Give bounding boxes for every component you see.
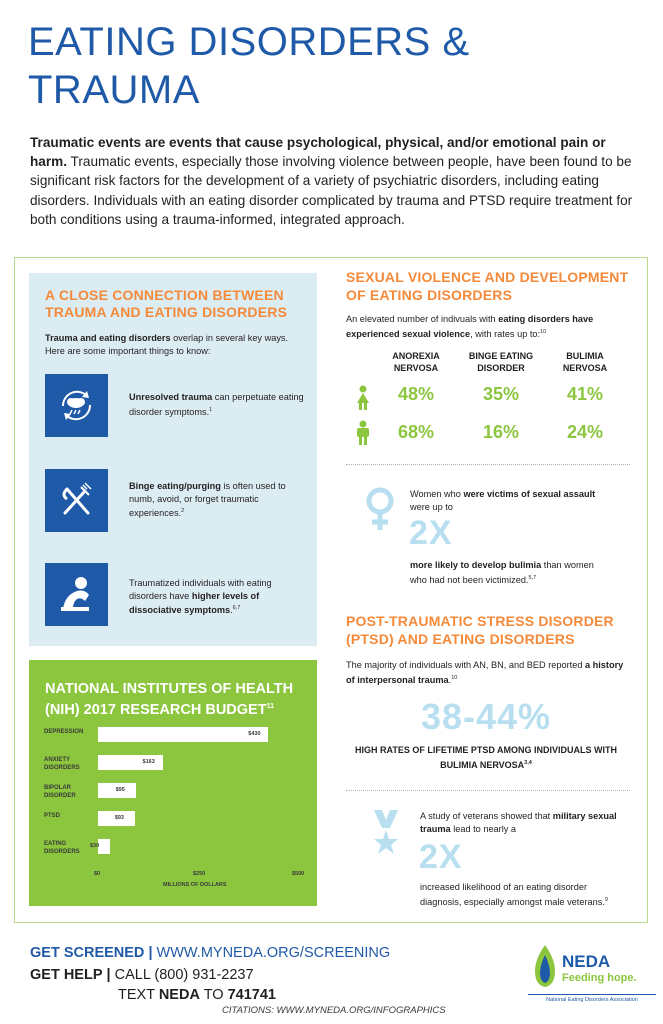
fork-knife-icon (45, 469, 108, 532)
text-keyword: NEDA (158, 987, 200, 1003)
nih-title-sup: 11 (266, 703, 274, 710)
bar-label-4: EATING DISORDERS (44, 841, 80, 855)
item-3-pre: Traumatized individuals with eating disorders have (129, 578, 272, 601)
connection-item-1 (129, 391, 307, 418)
item-2-rest: is often used to numb, avoid, or forget traumatic experiences. (129, 481, 286, 519)
get-screened-label: GET SCREENED (30, 945, 145, 961)
item-3-sup: 6,7 (232, 605, 241, 611)
intro-paragraph (30, 133, 640, 229)
item-1-bold: Unresolved trauma (129, 392, 213, 402)
logo-name: NEDA (562, 952, 611, 971)
bar-value-1: $163 (142, 759, 155, 765)
sexual-violence-title: SEXUAL VIOLENCE AND DEVELOPMENT OF EATING DISORDERS (346, 269, 629, 303)
bar-value-3: $93 (114, 815, 124, 821)
footer-separator-1: | (148, 945, 153, 961)
military-medal-icon (368, 808, 404, 861)
veterans-multiplier: 2X (419, 838, 463, 876)
women-rest-2: than women who had not been victimized. (410, 560, 594, 585)
x-axis-label: MILLIONS OF DOLLARS (163, 882, 227, 888)
connection-intro-bold: Trauma and eating disorders (45, 333, 171, 343)
intro-bold: Traumatic events are events that cause psychological, physical, and/or emotional pain or harm. (30, 135, 606, 170)
vet-post: lead to nearly a (450, 823, 517, 834)
binge-male-pct: 16% (482, 422, 520, 442)
logo-org-name: National Eating Disorders Association (528, 994, 656, 1003)
bulimia-male-pct: 24% (566, 422, 604, 442)
x-tick-0: $0 (94, 871, 101, 877)
section-divider (346, 464, 630, 465)
ptsd-title: POST-TRAUMATIC STRESS DISORDER (PTSD) AND EATING DISORDERS (346, 613, 614, 647)
footer-text-line (118, 987, 276, 1003)
text-pre: TEXT (118, 987, 159, 1003)
item-2-sup: 2 (181, 508, 185, 514)
text-shortcode[interactable]: 741741 (227, 987, 276, 1003)
item-1-sup: 1 (209, 406, 213, 413)
section-divider-2 (346, 790, 630, 791)
female-symbol-icon (364, 486, 396, 537)
women-text (410, 488, 610, 513)
vet-sup: 9 (604, 896, 608, 903)
nih-title (45, 680, 310, 719)
sv-text-bold: eating disorders have experienced sexual violence (346, 314, 594, 339)
male-figure-icon (354, 420, 372, 451)
footer-help (30, 967, 254, 983)
bar-4 (98, 839, 110, 854)
x-tick-2: $500 (292, 871, 305, 877)
ptsd-text (346, 659, 626, 686)
connection-intro (45, 332, 305, 358)
women-bold-2: more likely to develop bulimia (410, 560, 542, 570)
bar-label-2: BIPOLAR DISORDER (44, 785, 76, 799)
bar-value-4: $30 (90, 843, 100, 849)
female-figure-icon (354, 385, 372, 416)
column-header-bulimia: BULIMIA NERVOSA (562, 351, 608, 373)
page-title: EATING DISORDERS & TRAUMA (28, 20, 470, 112)
ptsd-text-bold: a history of interpersonal trauma (346, 660, 624, 685)
connection-title: A CLOSE CONNECTION BETWEEN TRAUMA AND EATING DISORDERS (45, 287, 288, 320)
sv-text-pre: An elevated number of indivuals with (346, 314, 499, 324)
connection-item-3 (129, 577, 307, 617)
bulimia-female-pct: 41% (566, 384, 604, 404)
neda-logo-icon (530, 943, 560, 994)
citations-link[interactable]: CITATIONS: WWW.MYNEDA.ORG/INFOGRAPHICS (222, 1005, 446, 1016)
veterans-text-2 (420, 881, 630, 908)
ptsd-caption (346, 744, 626, 771)
sv-text-sup: 10 (540, 328, 547, 335)
bar-label-3: PTSD (44, 813, 61, 819)
women-sup: 5,7 (528, 574, 537, 581)
women-pre: Women who (410, 489, 464, 499)
distressed-person-icon (45, 563, 108, 626)
bar-label-1: ANXIETY DISORDERS (44, 757, 80, 771)
item-1-rest: can perpetuate eating disorder symptoms. (129, 392, 304, 417)
vet-pre: A study of veterans showed that (420, 811, 553, 821)
ptsd-caption-sup: 3,4 (524, 759, 532, 766)
get-help-label: GET HELP (30, 967, 103, 983)
ptsd-text-sup: 10 (451, 674, 458, 681)
ptsd-text-pre: The majority of individuals with AN, BN, and BED reported (346, 660, 585, 670)
x-tick-1: $250 (193, 871, 206, 877)
item-2-bold: Binge eating/purging (129, 481, 221, 491)
screening-link[interactable]: WWW.MYNEDA.ORG/SCREENING (156, 945, 391, 961)
connection-intro-rest: overlap in several key ways. Here are some important things to know: (45, 333, 289, 356)
storm-cycle-icon (45, 374, 108, 437)
column-header-binge: BINGE EATING DISORDER (468, 351, 534, 373)
anorexia-male-pct: 68% (397, 422, 435, 442)
ptsd-text-rest: . (448, 674, 452, 685)
women-multiplier: 2X (409, 514, 453, 552)
call-number[interactable]: CALL (800) 931-2237 (114, 967, 254, 983)
vet-text-2: increased likelihood of an eating disorder diagnosis, especially amongst male veterans. (420, 882, 605, 907)
item-3-bold: higher levels of dissociative symptoms (129, 590, 260, 616)
logo-tagline: Feeding hope. (562, 972, 637, 984)
women-bold: were victims of sexual assault (463, 489, 596, 499)
ptsd-caption-text: HIGH RATES OF LIFETIME PTSD AMONG INDIVIDUALS WITH BULIMIA NERVOSA (355, 745, 617, 770)
intro-rest: Traumatic events, especially those involving violence between people, have been found to be significant risk factors for the development of a variety of psychiatric disorders, including eating disorders. Individuals with an eating disorder complicated by trauma and PTSD require treatment for both conditions using a trauma-informed, integrated approach. (30, 154, 633, 227)
anorexia-female-pct: 48% (397, 384, 435, 404)
footer-separator-2: | (106, 967, 111, 983)
item-3-rest: . (230, 605, 233, 616)
bar-value-0: $430 (248, 731, 261, 737)
column-header-anorexia: ANOREXIA NERVOSA (392, 351, 440, 373)
text-mid: TO (199, 987, 228, 1003)
binge-female-pct: 35% (482, 384, 520, 404)
footer-screened (30, 945, 390, 961)
nih-bar-chart (44, 725, 304, 895)
bar-value-2: $95 (115, 787, 125, 793)
sexual-violence-text (346, 313, 616, 340)
women-post: were up to (410, 501, 453, 512)
connection-item-2 (129, 480, 307, 520)
nih-title-text: NATIONAL INSTITUTES OF HEALTH (NIH) 2017 RESEARCH BUDGET (45, 681, 294, 718)
bar-0 (98, 727, 268, 742)
vet-bold: military sexual trauma (420, 811, 617, 834)
veterans-text (420, 810, 620, 835)
bar-label-0: DEPRESSION (44, 729, 84, 735)
women-text-2 (410, 559, 610, 586)
sv-text-rest: , with rates up to: (470, 328, 541, 339)
ptsd-rate: 38-44% (420, 696, 552, 737)
